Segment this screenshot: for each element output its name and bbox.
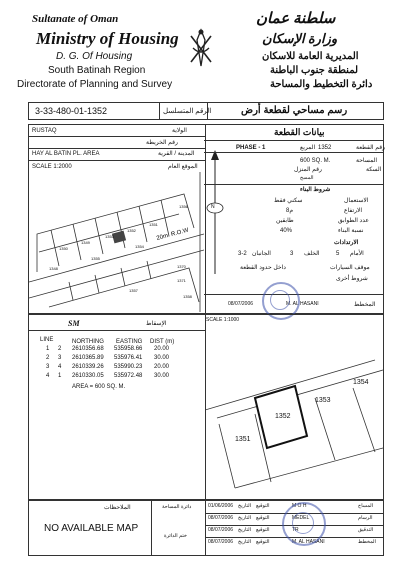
directorate-en: Directorate of Planning and Survey xyxy=(17,79,173,90)
coord-from: 2 xyxy=(46,355,50,361)
site-map xyxy=(29,172,204,312)
coord-easting: 535990.23 xyxy=(114,364,143,370)
plot-label: 1348 xyxy=(49,266,58,271)
sig-date-label: التاريخ xyxy=(238,539,251,545)
planner-label: المخطط xyxy=(354,302,376,308)
plot-label: 1358 xyxy=(183,294,192,299)
local-plot-east: 1353 xyxy=(315,397,331,404)
sig-date-label: التاريخ xyxy=(238,527,251,533)
seal-label: ختم الدائرة xyxy=(164,533,188,539)
height-label: الارتفاع xyxy=(344,208,363,214)
coord-easting: 535976.41 xyxy=(114,355,143,361)
back-label: الخلف xyxy=(304,251,320,257)
notes-label: الملاحظات xyxy=(104,505,131,511)
north-arrow-icon xyxy=(206,150,224,280)
ministry-en: Ministry of Housing xyxy=(36,29,179,48)
coords-header-line: LINE xyxy=(40,337,54,343)
scale-general: SCALE 1:2000 xyxy=(32,164,72,170)
sig-date: 01/06/2006 xyxy=(208,503,234,509)
sig-role: المساح xyxy=(358,503,374,509)
ratio-value: 40% xyxy=(280,228,293,234)
sig-date-label: التاريخ xyxy=(238,515,251,521)
coords-area: AREA = 600 SQ. M. xyxy=(72,384,126,390)
plot-label: 1354 xyxy=(135,244,144,249)
plot-label: 1352 xyxy=(127,228,136,233)
doc-title: رسم مساحي لقطعة أرض xyxy=(241,105,348,116)
coord-dist: 20.00 xyxy=(154,364,170,370)
directorate-ar: دائرة التخطيط والمساحة xyxy=(270,79,373,90)
block-label: المربع xyxy=(300,145,316,151)
road-label: 20m. R.O.W xyxy=(155,227,190,242)
parking-label: موقف السيارات xyxy=(330,265,370,271)
coord-dist: 20.00 xyxy=(154,346,170,352)
sultanate-ar: سلطنة عمان xyxy=(256,11,336,27)
other-label: شروط أخرى xyxy=(336,276,368,282)
sig-sign-label: التوقيع xyxy=(256,539,270,545)
wilayat-value: RUSTAQ xyxy=(32,128,57,134)
coord-northing: 2610356.68 xyxy=(72,346,104,352)
sig-role: التدقيق xyxy=(358,527,374,533)
use-value: سكني فقط xyxy=(274,198,303,204)
serial-label: الرقم المتسلسل xyxy=(163,108,212,115)
coords-header-easting: EASTING xyxy=(116,339,143,345)
sig-role: المخطط xyxy=(358,539,376,545)
area-label: المدينة / القرية xyxy=(158,151,195,157)
dg-en: D. G. Of Housing xyxy=(56,51,133,62)
region-ar: لمنطقة جنوب الباطنة xyxy=(270,65,359,76)
setbacks-title: الارتدادات xyxy=(334,240,359,246)
coord-from: 1 xyxy=(46,346,50,352)
sig-sign-label: التوقيع xyxy=(256,503,270,509)
planner-name: M. AL HASANI xyxy=(286,301,319,307)
sig-name: M O H xyxy=(292,503,307,509)
plot-label: 1357 xyxy=(129,288,138,293)
north-label: N xyxy=(211,204,215,210)
coords-header-dist: DIST (m) xyxy=(150,339,175,345)
no-map-text: NO AVAILABLE MAP xyxy=(44,523,139,534)
sig-name: TR xyxy=(292,527,299,533)
coord-easting: 535972.48 xyxy=(114,373,143,379)
general-site-label: الموقع العام xyxy=(168,164,198,170)
plot-label: 1370 xyxy=(177,264,186,269)
coord-easting: 535958.66 xyxy=(114,346,143,352)
area-value: HAY AL BATIN PL. AREA xyxy=(32,151,100,157)
sig-sign-label: التوقيع xyxy=(256,515,270,521)
plot-label: 1355 xyxy=(91,256,100,261)
wilayat-label: الولاية xyxy=(172,128,187,134)
coord-dist: 30.00 xyxy=(154,373,170,379)
sig-role: الرسام xyxy=(358,515,373,521)
coord-northing: 2610339.26 xyxy=(72,364,104,370)
survey-label: المسح xyxy=(300,175,314,181)
official-stamp-footer xyxy=(282,502,326,546)
floors-label: عدد الطوابق xyxy=(338,218,369,224)
front-label: الأمام xyxy=(350,251,364,257)
plot-no-value: 1352 xyxy=(318,145,332,151)
coord-to: 4 xyxy=(58,364,62,370)
coord-from: 3 xyxy=(46,364,50,370)
plot-label: 1371 xyxy=(177,278,186,283)
oman-emblem-icon xyxy=(185,26,217,70)
sig-date: 08/07/2006 xyxy=(208,527,234,533)
coord-northing: 2610365.89 xyxy=(72,355,104,361)
sig-name: M. AL HASANI xyxy=(292,539,325,545)
sig-date: 08/07/2006 xyxy=(208,539,234,545)
serial-number: 3-33-480-01-1352 xyxy=(35,106,108,116)
projection-value: SM xyxy=(68,319,80,328)
coord-dist: 30.00 xyxy=(154,355,170,361)
title-row xyxy=(28,102,384,120)
coord-to: 3 xyxy=(58,355,62,361)
plot-info-title: بيانات القطعة xyxy=(274,127,325,137)
sides-value: 3-2 xyxy=(238,251,247,257)
height-value: 8م xyxy=(286,208,294,214)
coords-header-northing: NORTHING xyxy=(72,339,104,345)
local-plot-main: 1352 xyxy=(275,413,291,420)
coord-northing: 2610330.05 xyxy=(72,373,104,379)
coord-to: 2 xyxy=(58,346,62,352)
front-value: 5 xyxy=(336,251,340,257)
sultanate-en: Sultanate of Oman xyxy=(32,13,119,25)
coord-to: 1 xyxy=(58,373,62,379)
ratio-label: نسبة البناء xyxy=(338,228,364,234)
sides-label: الجانبان xyxy=(252,251,271,257)
phase-value: PHASE - 1 xyxy=(236,145,266,151)
local-plot-west: 1351 xyxy=(235,436,251,443)
house-no-label: رقم المنزل xyxy=(294,167,322,173)
local-plot-map xyxy=(205,340,383,498)
sig-name: MEDEL xyxy=(292,515,310,521)
area-sq-label: المساحة xyxy=(356,158,378,164)
back-value: 3 xyxy=(290,251,294,257)
plot-no-label: رقم القطعة xyxy=(356,145,385,151)
ministry-ar: وزارة الإسكان xyxy=(262,31,338,46)
plot-label: 1350 xyxy=(59,246,68,251)
scale-local: SCALE 1:1000 xyxy=(206,317,240,323)
plot-label: 1356 xyxy=(179,204,188,209)
sig-date: 08/07/2006 xyxy=(208,515,234,521)
projection-label: الإسقاط xyxy=(146,321,167,327)
sig-date-label: التاريخ xyxy=(238,503,251,509)
local-plot-south-east: 1354 xyxy=(353,379,369,386)
circle-label: دائرة المساحة xyxy=(162,504,192,510)
planner-date: 08/07/2006 xyxy=(228,301,254,307)
floors-value: طابقين xyxy=(276,218,294,224)
sig-sign-label: التوقيع xyxy=(256,527,270,533)
coord-from: 4 xyxy=(46,373,50,379)
street-label: السكة xyxy=(366,167,382,173)
dg-ar: المديرية العامة للاسكان xyxy=(262,51,359,62)
conditions-title: شروط البناء xyxy=(300,187,331,193)
plot-label: 1351 xyxy=(149,222,158,227)
use-label: الاستعمال xyxy=(344,198,369,204)
region-en: South Batinah Region xyxy=(48,65,146,76)
plot-label: 1353 xyxy=(105,234,114,239)
parking-value: داخل حدود القطعة xyxy=(240,265,286,271)
plot-label: 1349 xyxy=(81,240,90,245)
highlight-plot xyxy=(112,231,126,244)
area-sq-value: 600 SQ. M. xyxy=(300,158,331,164)
map-no-label: رقم الخريطة xyxy=(146,140,178,146)
